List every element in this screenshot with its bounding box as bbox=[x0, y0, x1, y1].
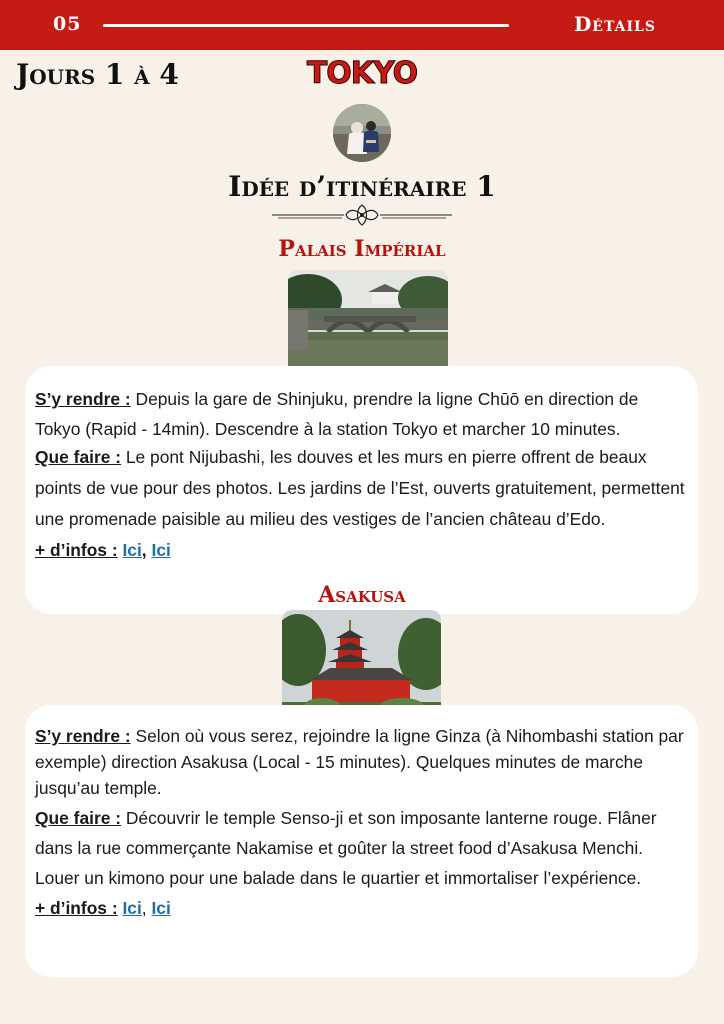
city-title: TOKYO bbox=[306, 56, 418, 91]
info-card-asakusa bbox=[25, 705, 698, 977]
access-paragraph bbox=[35, 723, 688, 801]
info-label: + d’infos : bbox=[35, 540, 118, 560]
days-heading: Jours 1 à 4 bbox=[16, 58, 179, 91]
info-link-2[interactable]: Ici bbox=[151, 540, 171, 560]
link-separator: , bbox=[141, 898, 152, 918]
access-label: S’y rendre : bbox=[35, 389, 131, 409]
info-link-1[interactable]: Ici bbox=[122, 540, 142, 560]
info-paragraph bbox=[35, 535, 688, 565]
info-paragraph bbox=[35, 893, 688, 923]
ornament-divider bbox=[272, 203, 452, 227]
info-link-2[interactable]: Ici bbox=[151, 898, 171, 918]
access-text: Depuis la gare de Shinjuku, prendre la ligne Chūō en direction de Tokyo (Rapid - 14min). Descendre à la station Tokyo et marcher 10 minutes. bbox=[35, 389, 639, 439]
info-link-1[interactable]: Ici bbox=[122, 898, 142, 918]
todo-text: Découvrir le temple Senso-ji et son imposante lanterne rouge. Flâner dans la rue commerçante Nakamise et goûter la street food d’Asakusa Menchi. Louer un kimono pour une balade dans le quartier et immortaliser l’expérience. bbox=[35, 808, 657, 888]
card-text-asakusa bbox=[35, 723, 688, 923]
header-bar bbox=[0, 0, 724, 50]
place-title-asakusa: Asakusa bbox=[318, 582, 406, 608]
place-title-palais: Palais Impérial bbox=[278, 236, 446, 262]
access-text: Selon où vous serez, rejoindre la ligne Ginza (à Nihombashi station par exemple) direction Asakusa (Local - 15 minutes). Quelques minutes de marche jusqu’au temple. bbox=[35, 726, 684, 798]
link-separator: , bbox=[141, 540, 147, 560]
section-label: Détails bbox=[573, 12, 656, 36]
avatar-photo bbox=[333, 104, 391, 162]
info-label: + d’infos : bbox=[35, 898, 118, 918]
info-card-palais bbox=[25, 366, 698, 614]
access-paragraph bbox=[35, 384, 688, 444]
asakusa-photo bbox=[282, 610, 441, 717]
todo-paragraph bbox=[35, 803, 688, 893]
header-divider-line bbox=[103, 24, 509, 27]
todo-paragraph bbox=[35, 442, 688, 535]
page-number: 05 bbox=[53, 13, 82, 35]
itinerary-title: Idée d’itinéraire 1 bbox=[228, 170, 496, 203]
todo-label: Que faire : bbox=[35, 808, 122, 828]
access-label: S’y rendre : bbox=[35, 726, 131, 746]
todo-label: Que faire : bbox=[35, 447, 122, 467]
card-text-palais bbox=[35, 384, 688, 565]
todo-text: Le pont Nijubashi, les douves et les murs en pierre offrent de beaux points de vue pour des photos. Les jardins de l’Est, ouverts gratuitement, permettent une promenade paisible au milieu des vestiges de l’ancien château d’Edo. bbox=[35, 447, 685, 529]
palace-photo bbox=[288, 270, 448, 376]
